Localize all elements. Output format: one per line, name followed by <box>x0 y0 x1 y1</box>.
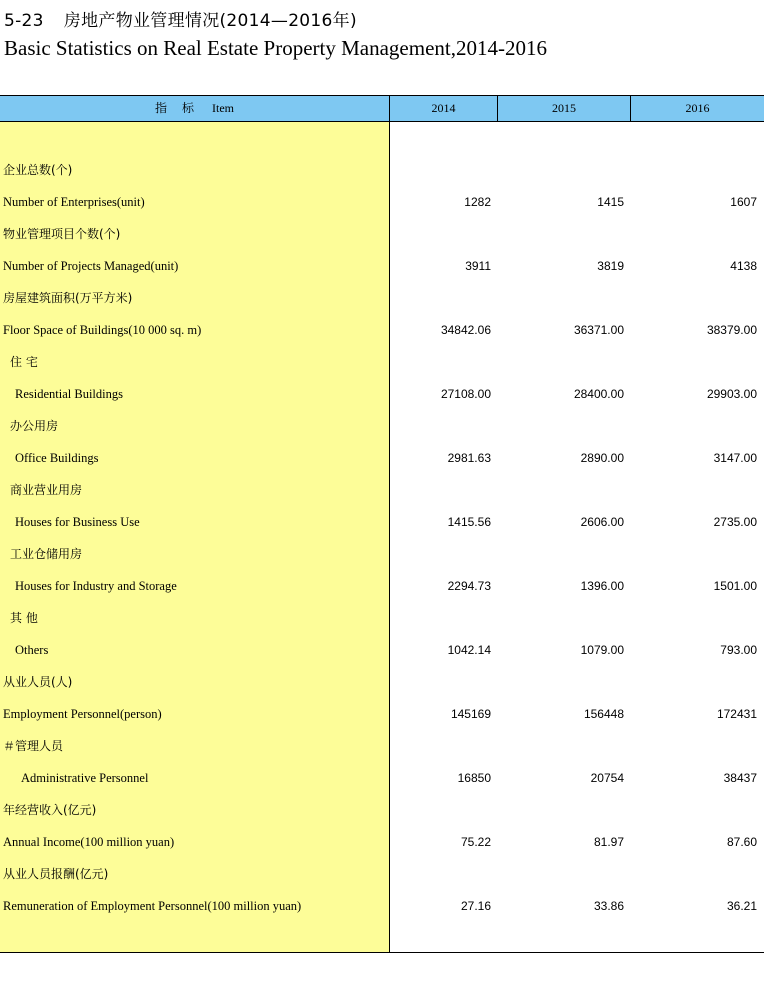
row-income <box>0 832 764 852</box>
row-office <box>0 448 764 468</box>
label-en: Office Buildings <box>15 451 99 465</box>
page-title-cn <box>4 6 357 31</box>
table-bottom-rule <box>0 952 764 953</box>
label-cn: 房屋建筑面积(万平方米) <box>3 291 133 305</box>
row-floor-space-cn <box>0 288 764 308</box>
label-en: Houses for Industry and Storage <box>15 579 177 593</box>
value-2016: 3147.00 <box>713 451 757 465</box>
row-residential-cn <box>0 352 764 372</box>
value-2016: 38437 <box>723 771 757 785</box>
label-en: Floor Space of Buildings(10 000 sq. m) <box>3 323 202 337</box>
row-others <box>0 640 764 660</box>
value-2014: 16850 <box>457 771 491 785</box>
value-2016: 793.00 <box>720 643 757 657</box>
value-2015: 2606.00 <box>580 515 624 529</box>
page-title-en: Basic Statistics on Real Estate Property Management,2014-2016 <box>4 36 547 60</box>
value-2015: 36371.00 <box>573 323 624 337</box>
row-floor-space <box>0 320 764 340</box>
value-2016: 36.21 <box>726 899 757 913</box>
table-number: 5-23 <box>4 11 44 31</box>
row-employment-cn <box>0 672 764 692</box>
value-2016: 1501.00 <box>713 579 757 593</box>
value-2016: 1607 <box>730 195 757 209</box>
row-business <box>0 512 764 532</box>
label-cn: 物业管理项目个数(个) <box>3 227 121 241</box>
row-projects <box>0 256 764 276</box>
value-2015: 156448 <box>583 707 624 721</box>
row-business-cn <box>0 480 764 500</box>
label-en: Administrative Personnel <box>21 771 149 785</box>
row-remuneration <box>0 896 764 916</box>
value-2016: 4138 <box>730 259 757 273</box>
label-en: Residential Buildings <box>15 387 123 401</box>
value-2014: 1042.14 <box>447 643 491 657</box>
row-employment <box>0 704 764 724</box>
value-2014: 1415.56 <box>447 515 491 529</box>
value-2016: 29903.00 <box>706 387 757 401</box>
value-2014: 2294.73 <box>447 579 491 593</box>
value-2015: 20754 <box>590 771 624 785</box>
value-2014: 3911 <box>465 259 491 273</box>
value-2014: 27.16 <box>460 899 491 913</box>
label-cn: ＃管理人员 <box>3 739 64 753</box>
label-en: Number of Enterprises(unit) <box>3 195 145 209</box>
label-cn: 其 他 <box>10 611 38 625</box>
label-en: Remuneration of Employment Personnel(100 million yuan) <box>3 899 302 913</box>
label-en: Annual Income(100 million yuan) <box>3 835 175 849</box>
label-en: Employment Personnel(person) <box>3 707 162 721</box>
row-admin <box>0 768 764 788</box>
value-2015: 2890.00 <box>580 451 624 465</box>
row-residential <box>0 384 764 404</box>
value-2016: 38379.00 <box>706 323 757 337</box>
label-cn: 从业人员报酬(亿元) <box>3 867 109 881</box>
label-cn: 企业总数(个) <box>3 163 73 177</box>
label-cn: 年经营收入(亿元) <box>3 803 97 817</box>
row-remuneration-cn <box>0 864 764 884</box>
row-industry <box>0 576 764 596</box>
label-en: Number of Projects Managed(unit) <box>3 259 179 273</box>
value-2014: 2981.63 <box>447 451 491 465</box>
row-industry-cn <box>0 544 764 564</box>
row-enterprises <box>0 192 764 212</box>
label-en: Houses for Business Use <box>15 515 140 529</box>
header-year-2015: 2015 <box>498 96 631 121</box>
value-2014: 34842.06 <box>440 323 491 337</box>
label-cn: 商业营业用房 <box>10 483 83 497</box>
label-cn: 办公用房 <box>10 419 59 433</box>
value-2014: 75.22 <box>460 835 491 849</box>
row-projects-cn <box>0 224 764 244</box>
table-header <box>0 95 764 122</box>
value-2015: 81.97 <box>593 835 624 849</box>
title-cn-text: 房地产物业管理情况(2014—2016年) <box>63 11 357 31</box>
value-2015: 1396.00 <box>580 579 624 593</box>
header-year-2014: 2014 <box>390 96 498 121</box>
label-cn: 住 宅 <box>10 355 38 369</box>
row-enterprises-cn <box>0 160 764 180</box>
value-2015: 1415 <box>597 195 624 209</box>
label-cn: 从业人员(人) <box>3 675 73 689</box>
value-2014: 27108.00 <box>440 387 491 401</box>
header-item-en: Item <box>212 101 234 115</box>
row-office-cn <box>0 416 764 436</box>
value-2016: 2735.00 <box>713 515 757 529</box>
value-2015: 33.86 <box>593 899 624 913</box>
row-income-cn <box>0 800 764 820</box>
header-item <box>0 96 390 121</box>
value-2014: 145169 <box>450 707 491 721</box>
header-year-2016: 2016 <box>685 101 710 115</box>
value-2016: 87.60 <box>726 835 757 849</box>
value-2014: 1282 <box>464 195 491 209</box>
label-cn: 工业仓储用房 <box>10 547 83 561</box>
label-en: Others <box>15 643 49 657</box>
row-others-cn <box>0 608 764 628</box>
value-2016: 172431 <box>716 707 757 721</box>
value-2015: 28400.00 <box>573 387 624 401</box>
value-2015: 3819 <box>597 259 624 273</box>
item-column-background <box>0 122 390 952</box>
header-item-cn: 指 标 <box>154 101 200 115</box>
row-admin-cn <box>0 736 764 756</box>
value-2015: 1079.00 <box>580 643 624 657</box>
